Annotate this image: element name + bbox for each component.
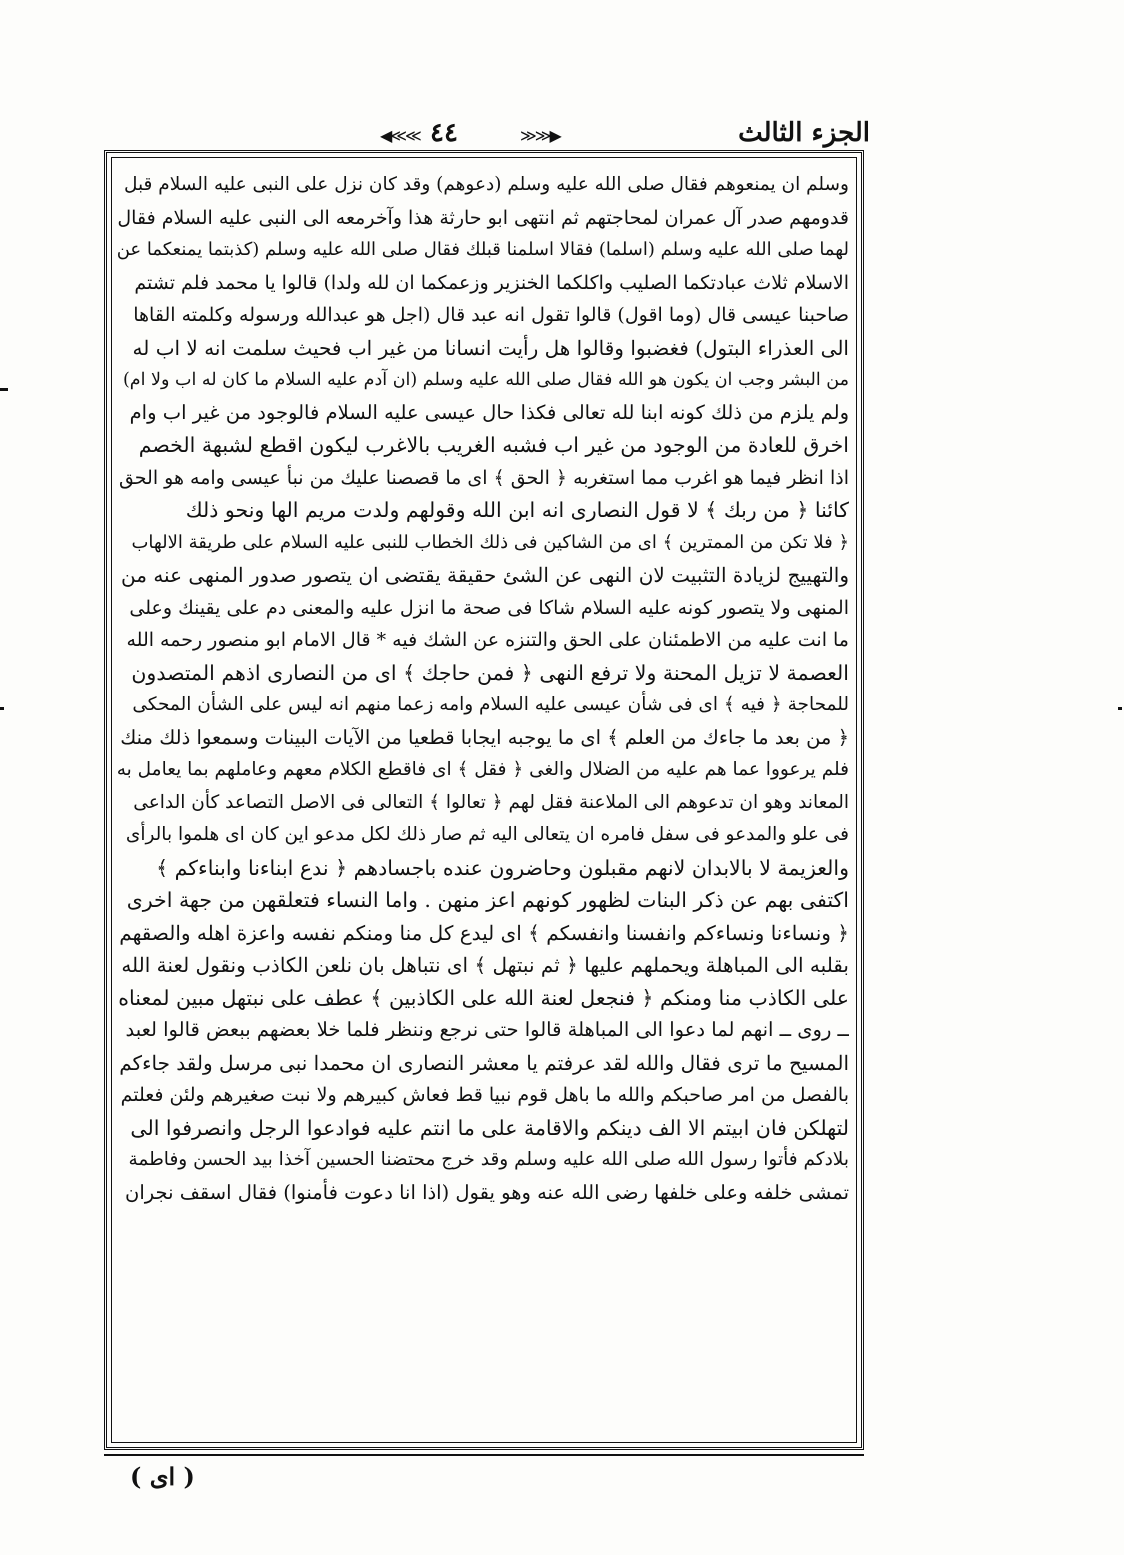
text-line: بقلبه الى المباهلة ويحملهم عليها ﴿ ثم نبتهل ﴾ اى نتباهل بان نلعن الكاذب ونقول لعنة الله xyxy=(121,953,849,977)
text-line: والعزيمة لا بالابدان لانهم مقبلون وحاضرون عنده باجسادهم ﴿ ندع ابناءنا وابناءكم ﴾ xyxy=(156,855,849,880)
part-label: الجزء الثالث xyxy=(738,118,870,148)
text-line: والتهييج لزيادة التثبيت لان النهى عن الشئ حقيقة يقتضى ان يتصور صدور المنهى عنه من xyxy=(121,563,849,587)
text-line: المسيح ما ترى فقال والله لقد عرفتم يا معشر النصارى ان محمدا نبى مرسل ولقد جاءكم xyxy=(119,1050,849,1075)
scan-edge-mark xyxy=(0,388,8,391)
text-line: ــ روى ــ انهم لما دعوا الى المباهلة قالوا حتى نرجع وننظر فلما خلا بعضهم ببعض قالوا لعبد xyxy=(125,1018,849,1041)
text-line: تمشى خلفه وعلى خلفها رضى الله عنه وهو يقول (اذا انا دعوت فأمنوا) فقال اسقف نجران xyxy=(125,1180,849,1204)
text-line: اذا انظر فيما هو اغرب مما استغربه ﴿ الحق ﴾ اى ما قصصنا عليك من نبأ عيسى وامه هو الحق xyxy=(118,466,849,489)
text-line: المنهى ولا يتصور كونه عليه السلام شاكا فى صحة ما انزل عليه والمعنى دم على يقينك وعلى xyxy=(129,596,849,619)
text-line: ما انت عليه من الاطمئنان على الحق والتنزه عن الشك فيه * قال الامام ابو منصور رحمه الله xyxy=(126,629,849,651)
catchword: ( اى ) xyxy=(130,1462,195,1491)
text-frame xyxy=(104,150,864,1450)
text-line: صاحبنا عيسى قال (وما اقول) قالوا تقول انه عبد قال (اجل هو عبدالله ورسوله وكلمته القاها xyxy=(133,304,849,326)
ornament-left: ◀≪≪ xyxy=(380,126,420,145)
text-line: وسلم ان يمنعوهم فقال صلى الله عليه وسلم (دعوهم) وقد كان نزل على النبى عليه السلام قبل xyxy=(123,174,849,195)
text-line: اخرق للعادة من الوجود من غير اب فشبه الغريب بالاغرب ليكون اقطع لشبهة الخصم xyxy=(138,433,849,457)
text-line: الى العذراء البتول) فغضبوا وقالوا هل رأيت انسانا من غير اب فحيث سلمت انه لا اب له xyxy=(132,335,849,360)
text-line: ﴿ من بعد ما جاءك من العلم ﴾ اى ما يوجبه ايجابا قطعيا من الآيات البينات وسمعوا ذلك منك xyxy=(120,725,849,749)
text-line: كائنا ﴿ من ربك ﴾ لا قول النصارى انه ابن الله وقولهم ولدت مريم الها ونحو ذلك xyxy=(185,498,849,522)
text-line: الاسلام ثلاث عبادتكما الصليب واكلكما الخنزير وزعمكما ان لله ولدا) قالوا يا محمد فلم تشتم xyxy=(134,271,849,294)
text-line: بلادكم فأتوا رسول الله صلى الله عليه وسلم وقد خرج محتضنا الحسين آخذا بيد الحسن وفاطمة xyxy=(128,1149,849,1170)
scan-edge-mark xyxy=(0,707,4,710)
text-line: اكتفى بهم عن ذكر البنات لظهور كونهم اعز منهن . واما النساء فتعلقهن من جهة اخرى xyxy=(126,888,849,912)
ornament-right: ≫≫▶ xyxy=(520,126,560,145)
text-line: فلم يرعووا عما هم عليه من الضلال والغى ﴿ فقل ﴾ اى فاقطع الكلام معهم وعاملهم بما يعامل به xyxy=(117,759,849,780)
text-line: بالفصل من امر صاحبكم والله ما باهل قوم نبيا قط فعاش كبيرهم ولا نبت صغيرهم ولئن فعلتم xyxy=(120,1084,849,1106)
text-line: ﴿ ونساءنا ونساءكم وانفسنا وانفسكم ﴾ اى ليدع كل منا ومنكم نفسه واعزة اهله والصقهم xyxy=(119,920,849,945)
text-line: المعاند وهو ان تدعوهم الى الملاعنة فقل لهم ﴿ تعالوا ﴾ التعالى فى الاصل التصاعد كأن الداعى xyxy=(133,791,849,813)
text-line: ﴿ فلا تكن من الممترين ﴾ اى من الشاكين فى ذلك الخطاب للنبى عليه السلام على طريقة الالهاب xyxy=(131,531,849,553)
text-line: من البشر وجب ان يكون هو الله فقال صلى الله عليه وسلم (ان آدم عليه السلام ما كان له اب ولا ام) xyxy=(122,370,849,390)
text-line: على الكاذب منا ومنكم ﴿ فنجعل لعنة الله على الكاذبين ﴾ عطف على نبتهل مبين لمعناه xyxy=(118,985,849,1010)
text-line: لتهلكن فان ابيتم الا الف دينكم والاقامة على ما انتم عليه فوادعوا الرجل وانصرفوا الى xyxy=(130,1115,849,1140)
text-line: للمحاجة ﴿ فيه ﴾ اى فى شأن عيسى عليه السلام وامه زعما منهم انه ليس على الشأن المحكى xyxy=(132,694,849,715)
text-line: قدومهم صدر آل عمران لمحاجتهم ثم انتهى ابو حارثة هذا وآخرمعه الى النبى عليه السلام فقال xyxy=(117,206,849,229)
main-text xyxy=(117,169,849,1209)
footer-rule xyxy=(104,1454,864,1456)
text-line: العصمة لا تزيل المحنة ولا ترفع النهى ﴿ فمن حاجك ﴾ اى من النصارى اذهم المتصدون xyxy=(131,660,849,685)
text-line: فى علو والمدعو فى سفل فامره ان يتعالى اليه ثم صار ذلك لكل مدعو اين كان اى هلموا بالرأى xyxy=(125,824,849,845)
page-header xyxy=(100,112,870,152)
scan-edge-mark xyxy=(1118,707,1122,710)
text-line: لهما صلى الله عليه وسلم (اسلما) فقالا اسلمنا قبلك فقال صلى الله عليه وسلم (كذبتما يمنعكما عن xyxy=(117,239,849,260)
text-line: ولم يلزم من ذلك كونه ابنا لله تعالى فكذا حال عيسى عليه السلام فالوجود من غير اب وام xyxy=(129,400,849,424)
page-number: ٤٤ xyxy=(430,118,458,148)
